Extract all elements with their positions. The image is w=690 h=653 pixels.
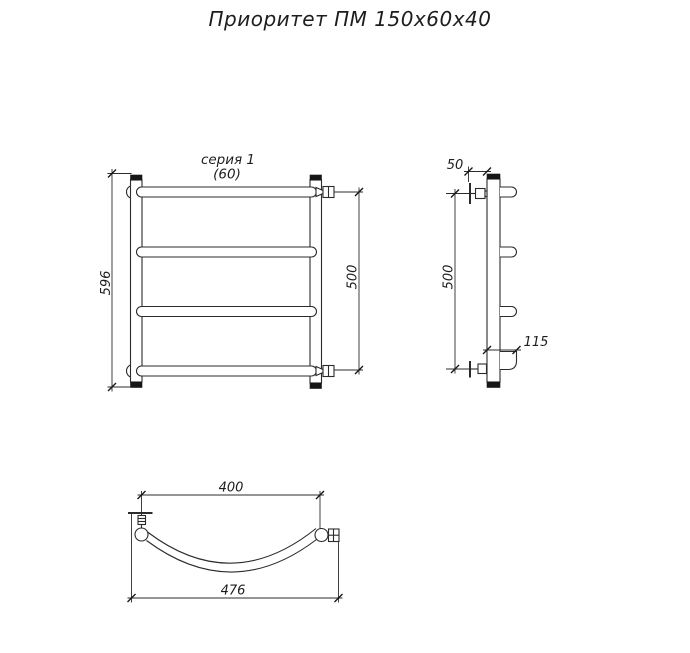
- drawing-title: Приоритет ПМ 150х60х40: [208, 7, 492, 31]
- side-rail: [487, 174, 500, 388]
- series-label: серия 1: [200, 152, 256, 168]
- side-bracket-depth-value: 115: [523, 335, 549, 350]
- front-connection-height-value: 500: [345, 264, 361, 290]
- top-curved-tube: [147, 529, 317, 573]
- front-dim-connection-height: [335, 188, 364, 375]
- side-view: [442, 158, 549, 388]
- front-overall-height-value: 596: [99, 270, 114, 296]
- front-view: [99, 152, 363, 392]
- side-valve-fittings: [470, 183, 487, 378]
- top-dim-connection-width: [138, 481, 325, 529]
- front-dim-overall-height: [99, 169, 132, 392]
- front-rails: [131, 175, 322, 389]
- front-bars: [137, 187, 317, 376]
- side-dim-depth: [447, 158, 491, 182]
- side-bottom-bracket: [500, 352, 517, 370]
- top-connection-width-value: 400: [218, 480, 244, 496]
- top-overall-width-value: 476: [220, 583, 246, 599]
- top-dim-overall-width: [128, 514, 343, 603]
- side-connection-height-value: 500: [441, 264, 457, 290]
- side-dim-connection-height: [442, 189, 479, 374]
- series-note-label: (60): [213, 166, 241, 183]
- side-bar-ends: [500, 187, 517, 317]
- top-right-fitting: [315, 529, 339, 542]
- side-depth-value: 50: [446, 158, 464, 173]
- top-view: [128, 481, 343, 603]
